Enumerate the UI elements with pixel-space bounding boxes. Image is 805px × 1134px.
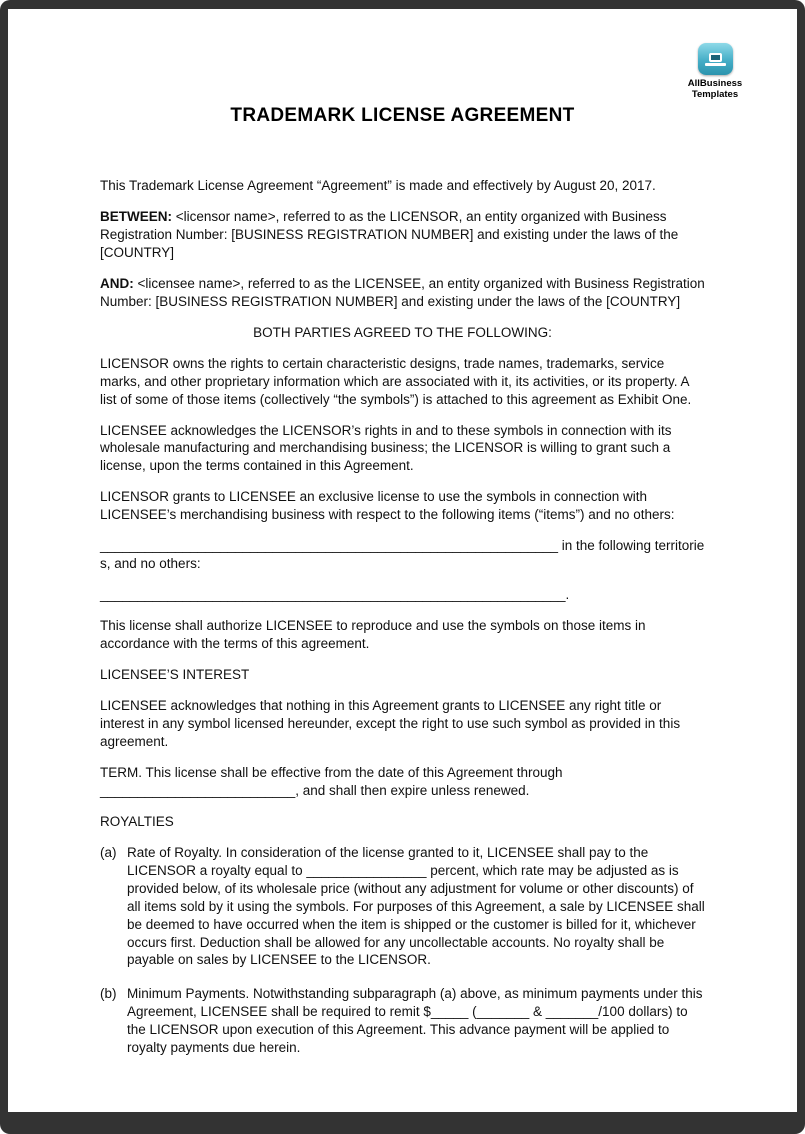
- between-paragraph: [100, 208, 705, 262]
- fill-in-blank-line: ______________________________________________________________.: [100, 587, 570, 603]
- term-paragraph: TERM. This license shall be effective from the date of this Agreement through __________________________, and shall then expire unless renewed.: [100, 764, 563, 798]
- licensees-interest-heading: LICENSEE’S INTEREST: [100, 667, 250, 683]
- document-page: [8, 9, 797, 1112]
- logo-brand-line2: Templates: [691, 89, 739, 100]
- intro-paragraph: This Trademark License Agreement “Agreement” is made and effectively by August 20, 2017.: [100, 178, 656, 193]
- territories-blank-line: _____________________________________________________________ in the following territories, and no others:: [100, 538, 705, 572]
- list-item-a: [100, 844, 705, 970]
- laptop-screen-shape: [709, 53, 722, 62]
- and-label: AND:: [100, 275, 134, 291]
- document-body: [8, 127, 797, 1057]
- agreed-heading: BOTH PARTIES AGREED TO THE FOLLOWING:: [253, 324, 552, 340]
- list-item-b: [100, 985, 705, 1057]
- interest-paragraph: LICENSEE acknowledges that nothing in this Agreement grants to LICENSEE any right title or interest in any symbol licensed hereunder, except the right to use such symbol as provided in this agreement.: [100, 698, 681, 749]
- allbusiness-templates-logo: [679, 43, 751, 100]
- laptop-base-shape: [705, 63, 726, 66]
- list-item-a-text: Rate of Royalty. In consideration of the license granted to it, LICENSEE shall pay to the LICENSOR a royalty equal to ________________ percent, which rate may be adjusted as is provided below, of its wholesale price (without any adjustment for volume or other discounts) of all items sold by it using the symbols. For purposes of this Agreement, a sale by LICENSEE shall be deemed to have occurred when the item is shipped or the customer is billed for it, whichever occurs first. Deduction shall be allowed for any uncollectable accounts. No royalty shall be payable on sales by LICENSEE to the LICENSOR.: [127, 844, 705, 968]
- list-item-b-text: Minimum Payments. Notwithstanding subparagraph (a) above, as minimum payments under this Agreement, LICENSEE shall be required to remit $_____ (_______ & _______/100 dollars) to the LICENSOR upon execution of this Agreement. This advance payment will be applied to royalty payments due herein.: [127, 986, 703, 1056]
- laptop-icon: [698, 43, 733, 75]
- symbols-paragraph: LICENSOR owns the rights to certain characteristic designs, trade names, trademarks, service marks, and other proprietary information which are associated with it, its activities, or its property. A list of some of those items (collectively “the symbols”) is attached to this agreement as Exhibit One.: [100, 355, 692, 407]
- list-item-a-label: (a): [100, 844, 117, 860]
- and-paragraph: [100, 275, 705, 311]
- between-text: <licensor name>, referred to as the LICENSOR, an entity organized with Business Registration Number: [BUSINESS REGISTRATION NUMBER] and existing under the laws of the [COUNTRY]: [100, 208, 679, 260]
- between-label: BETWEEN:: [100, 208, 172, 224]
- list-item-b-label: (b): [100, 986, 117, 1002]
- acknowledge-paragraph: LICENSEE acknowledges the LICENSOR’s rights in and to these symbols in connection with its wholesale manufacturing and merchandising business; the LICENSOR is willing to grant such a license, upon the terms contained in this Agreement.: [100, 422, 672, 474]
- logo-brand-line1: AllBusiness: [687, 78, 743, 89]
- grants-paragraph: LICENSOR grants to LICENSEE an exclusive license to use the symbols in connection with LICENSEE’s merchandising business with respect to the following items (“items”) and no others:: [100, 489, 675, 523]
- document-title: TRADEMARK LICENSE AGREEMENT: [230, 105, 575, 126]
- royalties-heading: ROYALTIES: [100, 813, 174, 829]
- logo-text: [688, 78, 742, 100]
- authorize-paragraph: This license shall authorize LICENSEE to reproduce and use the symbols on those items in accordance with the terms of this agreement.: [100, 618, 646, 652]
- and-text: <licensee name>, referred to as the LICENSEE, an entity organized with Business Registration Number: [BUSINESS REGISTRATION NUMBER] and existing under the laws of the [COUNTRY]: [100, 275, 705, 309]
